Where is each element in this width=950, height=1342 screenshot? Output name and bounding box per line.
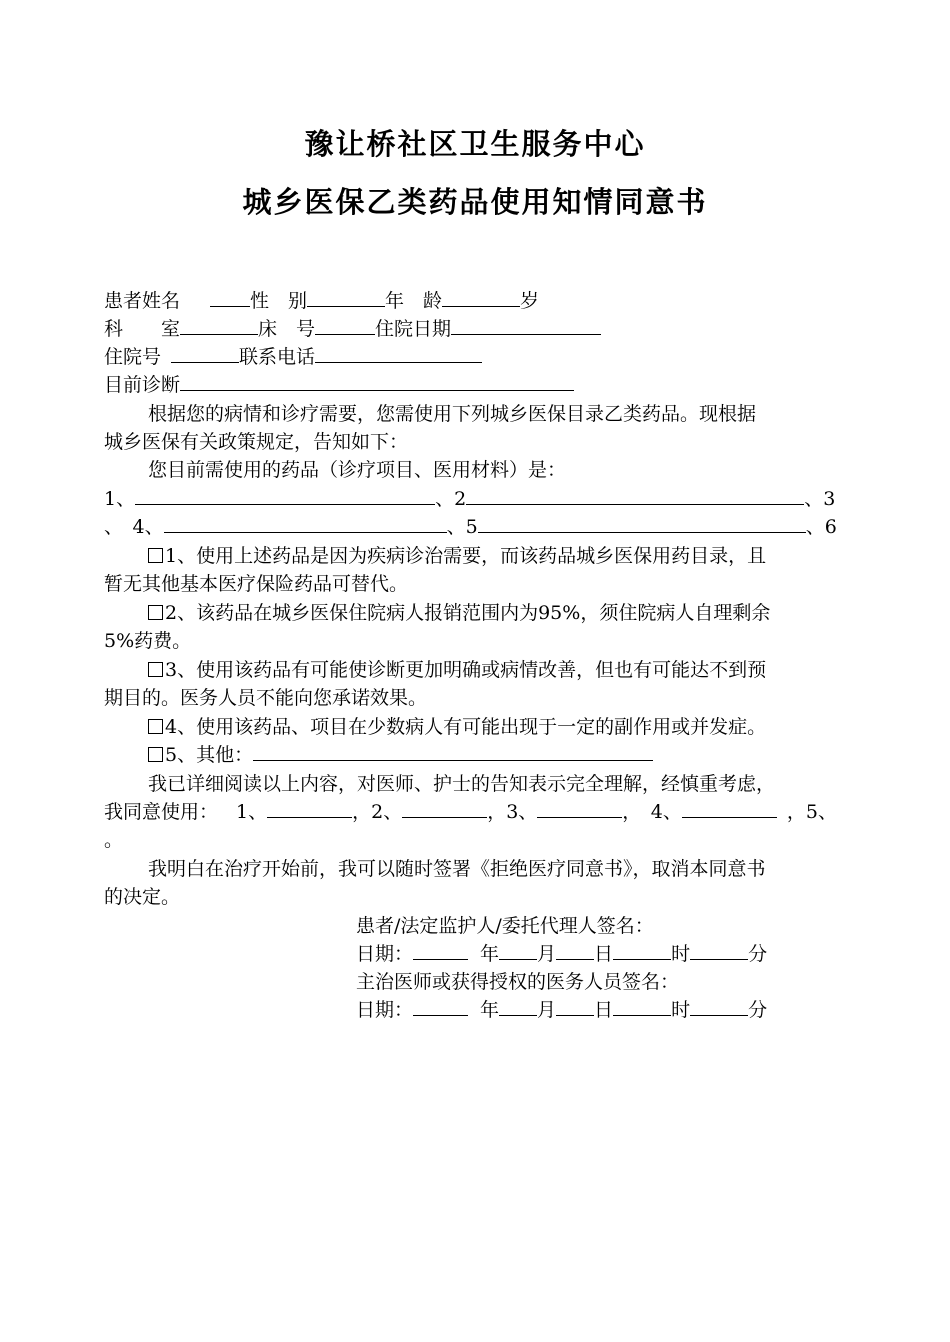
patient-minute-field[interactable] — [690, 940, 748, 960]
dept-field[interactable] — [180, 315, 258, 335]
item-2-cont: 5%药费。 — [104, 630, 192, 652]
item-2-checkbox[interactable] — [148, 605, 163, 620]
age-unit: 岁 — [520, 290, 540, 312]
minute-label: 分 — [748, 943, 768, 965]
inpatient-no-field[interactable] — [171, 343, 239, 363]
item-5-checkbox[interactable] — [148, 747, 163, 762]
date-label: 日期： — [356, 999, 414, 1021]
hour-label: 时 — [671, 943, 691, 965]
sex-label: 性 别 — [250, 290, 308, 312]
day-label: 日 — [594, 943, 614, 965]
name-field[interactable] — [210, 287, 250, 307]
patient-sign-label: 患者/法定监护人/委托代理人签名： — [356, 915, 654, 937]
patient-day-field[interactable] — [556, 940, 594, 960]
item-5-other-field[interactable] — [253, 741, 653, 761]
drug-2-label: 、2 — [435, 488, 467, 510]
drug-2-field[interactable] — [466, 485, 804, 505]
item-3-text: 3、使用该药品有可能使诊断更加明确或病情改善，但也有可能达不到预 — [165, 659, 767, 681]
drug-3-label: 、3 — [804, 488, 836, 510]
age-label: 年 龄 — [385, 290, 443, 312]
minute-label: 分 — [748, 999, 768, 1021]
name-label: 患者姓名 — [104, 290, 181, 312]
drug-5-field[interactable] — [478, 513, 806, 533]
consent-n2: ，2、 — [352, 801, 403, 823]
consent-line-1: 我已详细阅读以上内容，对医师、护士的告知表示完全理解，经慎重考虑， — [148, 773, 776, 795]
drug-5-label: 、5 — [446, 516, 478, 538]
doctor-sign-date — [356, 996, 767, 1024]
item-1-cont: 暂无其他基本医疗保险药品可替代。 — [104, 573, 409, 595]
patient-info-row-3 — [104, 343, 482, 371]
consent-1-field[interactable] — [267, 798, 352, 818]
patient-hour-field[interactable] — [613, 940, 671, 960]
consent-end: 。 — [104, 829, 124, 851]
drugs-intro: 您目前需使用的药品（诊疗项目、医用材料）是： — [148, 459, 567, 481]
month-label: 月 — [537, 999, 557, 1021]
patient-info-row-2 — [104, 315, 601, 343]
inpatient-no-label: 住院号 — [104, 346, 162, 368]
item-5-text: 5、其他： — [165, 744, 254, 766]
phone-field[interactable] — [315, 343, 482, 363]
item-4-text: 4、使用该药品、项目在少数病人有可能出现于一定的副作用或并发症。 — [165, 716, 767, 738]
item-3-cont: 期目的。医务人员不能向您承诺效果。 — [104, 687, 428, 709]
diagnosis-label: 目前诊断 — [104, 374, 181, 396]
drug-1-label: 1、 — [104, 488, 136, 510]
date-label: 日期： — [356, 943, 414, 965]
consent-line-2 — [104, 798, 837, 826]
dept-label: 科 室 — [104, 318, 181, 340]
consent-2-field[interactable] — [402, 798, 487, 818]
doctor-month-field[interactable] — [499, 996, 537, 1016]
revoke-line-2: 的决定。 — [104, 886, 181, 908]
hour-label: 时 — [671, 999, 691, 1021]
patient-info-row-1 — [104, 287, 539, 315]
revoke-line-1: 我明白在治疗开始前，我可以随时签署《拒绝医疗同意书》，取消本同意书 — [148, 858, 766, 880]
bed-label: 床 号 — [258, 318, 316, 340]
consent-4-field[interactable] — [682, 798, 777, 818]
patient-month-field[interactable] — [499, 940, 537, 960]
item-1 — [148, 542, 766, 570]
bed-field[interactable] — [315, 315, 375, 335]
drug-1-field[interactable] — [135, 485, 435, 505]
diagnosis-field[interactable] — [180, 371, 574, 391]
item-4 — [148, 713, 766, 741]
item-2-text: 2、该药品在城乡医保住院病人报销范围内为95%，须住院病人自理剩余 — [165, 602, 771, 624]
drug-row-2 — [104, 513, 837, 541]
day-label: 日 — [594, 999, 614, 1021]
year-label: 年 — [480, 943, 500, 965]
doctor-minute-field[interactable] — [690, 996, 748, 1016]
item-3-checkbox[interactable] — [148, 662, 163, 677]
doctor-day-field[interactable] — [556, 996, 594, 1016]
consent-n5: ，5、 — [786, 801, 837, 823]
year-label: 年 — [480, 999, 500, 1021]
doctor-hour-field[interactable] — [613, 996, 671, 1016]
consent-n3: ，3、 — [487, 801, 538, 823]
age-field[interactable] — [442, 287, 520, 307]
drug-6-label: 、6 — [805, 516, 837, 538]
drug-row-1 — [104, 485, 835, 513]
item-4-checkbox[interactable] — [148, 719, 163, 734]
drug-4-field[interactable] — [164, 513, 447, 533]
doctor-year-field[interactable] — [413, 996, 468, 1016]
doctor-sign-label: 主治医师或获得授权的医务人员签名： — [356, 971, 680, 993]
item-1-checkbox[interactable] — [148, 548, 163, 563]
drug-4-label: 、 4、 — [104, 516, 164, 538]
patient-year-field[interactable] — [413, 940, 468, 960]
month-label: 月 — [537, 943, 557, 965]
item-2 — [148, 599, 770, 627]
patient-info-row-4 — [104, 371, 574, 399]
consent-n1: 1、 — [236, 801, 268, 823]
admit-date-label: 住院日期 — [375, 318, 452, 340]
item-5 — [148, 741, 653, 769]
intro-line-2: 城乡医保有关政策规定，告知如下： — [104, 431, 409, 453]
intro-line-1: 根据您的病情和诊疗需要，您需使用下列城乡医保目录乙类药品。现根据 — [148, 403, 757, 425]
sex-field[interactable] — [307, 287, 385, 307]
item-1-text: 1、使用上述药品是因为疾病诊治需要，而该药品城乡医保用药目录，且 — [165, 545, 767, 567]
phone-label: 联系电话 — [239, 346, 316, 368]
org-title: 豫让桥社区卫生服务中心 — [304, 127, 646, 161]
consent-n4: ， 4、 — [622, 801, 682, 823]
consent-3-field[interactable] — [537, 798, 622, 818]
item-3 — [148, 656, 766, 684]
document-title: 城乡医保乙类药品使用知情同意书 — [242, 185, 708, 219]
patient-sign-date — [356, 940, 767, 968]
admit-date-field[interactable] — [451, 315, 601, 335]
consent-prefix: 我同意使用： — [104, 801, 219, 823]
